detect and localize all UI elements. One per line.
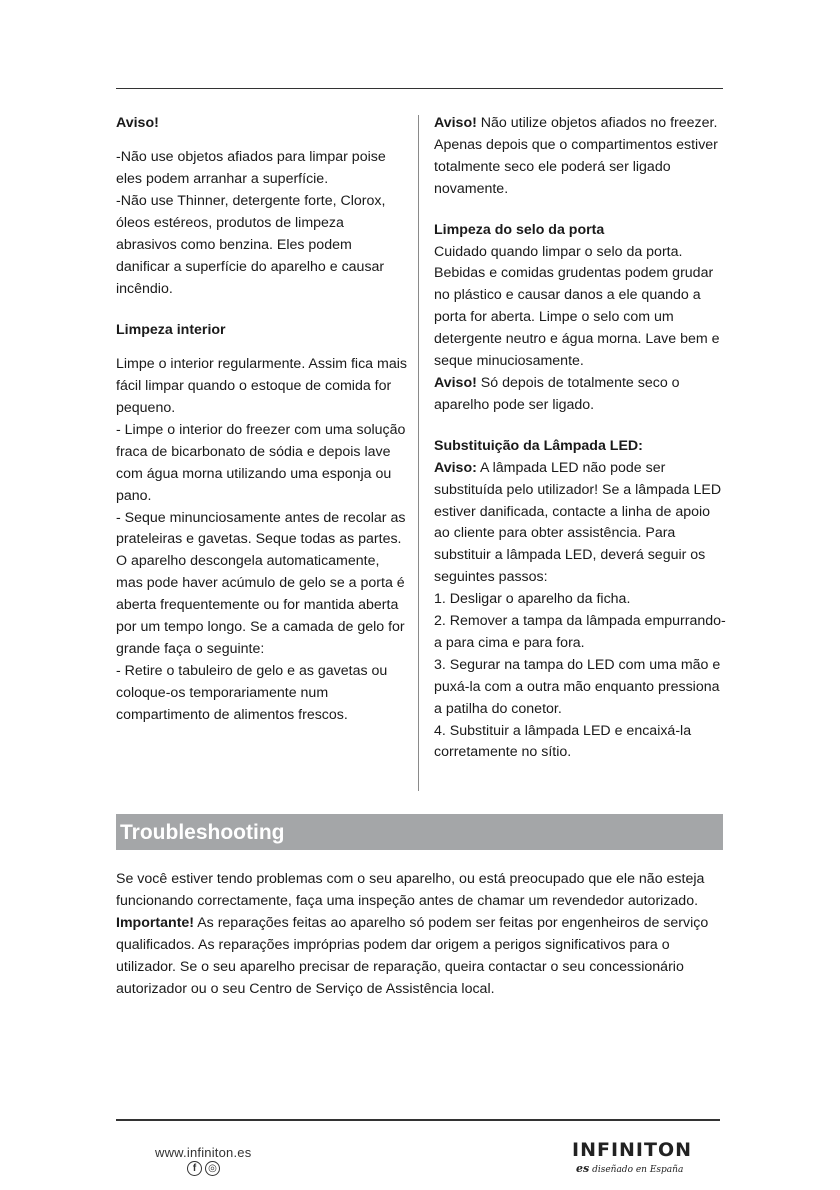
brand-logo: INFINITON bbox=[572, 1139, 693, 1161]
seal-aviso-label: Aviso! bbox=[434, 374, 477, 391]
led-aviso-text: A lâmpada LED não pode ser substituída pelo utilizador! Se a lâmpada LED estiver danificada, contacte a linha de apoio ao cliente para obter assistência. Para substituir a lâmpada LED, deverá seguir os seguintes passos: bbox=[434, 459, 722, 586]
interior-bullet-1: - Limpe o interior do freezer com uma solução fraca de bicarbonato de sódia e depois lave com água morna utilizando uma esponja ou pano. bbox=[116, 421, 406, 504]
interior-heading: Limpeza interior bbox=[116, 321, 226, 338]
aviso-line-2: -Não use Thinner, detergente forte, Clorox, óleos estéreos, produtos de limpeza abrasivos como benzina. Eles podem danificar a superfície do aparelho e causar incêndio. bbox=[116, 193, 386, 297]
seal-heading: Limpeza do selo da porta bbox=[434, 221, 605, 238]
right-aviso bbox=[434, 113, 726, 201]
led-step-3: 3. Segurar na tampa do LED com uma mão e puxá-la com a outra mão enquanto pressiona a patilha do conetor. bbox=[434, 656, 721, 717]
seal-aviso bbox=[434, 373, 726, 417]
led-step-4: 4. Substituir a lâmpada LED e encaixá-la corretamente no sítio. bbox=[434, 722, 692, 761]
led-heading: Substituição da Lâmpada LED: bbox=[434, 437, 643, 454]
seal-text: Cuidado quando limpar o selo da porta. Bebidas e comidas grudentas podem grudar no plástico e causar danos a ele quando a porta for aberta. Limpe o selo com um detergente neutro e água morna. Lave bem e seque minuciosamente. bbox=[434, 243, 720, 370]
troubleshooting-important bbox=[116, 913, 728, 1001]
troubleshooting-intro: Se você estiver tendo problemas com o seu aparelho, ou está preocupado que ele não esteja funcionando correctamente, faça uma inspeção antes de chamar um revendedor autorizado. bbox=[116, 871, 705, 909]
bottom-rule bbox=[116, 1119, 720, 1121]
tagline-es: es bbox=[576, 1162, 590, 1175]
defrost-text: O aparelho descongela automaticamente, mas pode haver acúmulo de gelo se a porta é aberta frequentemente ou for mantida aberta por um tempo longo. Se a camada de gelo for grande faça o seguinte: bbox=[116, 553, 405, 657]
led-aviso bbox=[434, 458, 726, 589]
footer-url[interactable]: www.infiniton.es bbox=[155, 1145, 252, 1160]
defrost-bullet: - Retire o tabuleiro de gelo e as gavetas ou coloque-os temporariamente num compartimento de alimentos frescos. bbox=[116, 662, 388, 723]
right-aviso-label: Aviso! bbox=[434, 115, 477, 131]
important-text: As reparações feitas ao aparelho só podem ser feitas por engenheiros de serviço qualificados. As reparações impróprias podem dar origem a perigos significativos para o utilizador. Se o seu aparelho precisar de reparação, queira contactar o seu concessionário autorizador ou o seu Centro de Serviço de Assistência local. bbox=[116, 914, 709, 997]
troubleshooting-title: Troubleshooting bbox=[116, 814, 723, 850]
led-aviso-label: Aviso: bbox=[434, 459, 477, 476]
left-column bbox=[116, 113, 408, 727]
brand-tagline bbox=[576, 1162, 683, 1175]
social-icons bbox=[187, 1161, 220, 1176]
right-aviso-text: Não utilize objetos afiados no freezer. Apenas depois que o compartimentos estiver totalmente seco ele poderá ser ligado novamente. bbox=[434, 115, 718, 197]
interior-intro: Limpe o interior regularmente. Assim fica mais fácil limpar quando o estoque de comida for pequeno. bbox=[116, 356, 407, 416]
led-step-2: 2. Remover a tampa da lâmpada empurrando-a para cima e para fora. bbox=[434, 613, 726, 651]
led-step-1: 1. Desligar o aparelho da ficha. bbox=[434, 591, 631, 608]
top-rule bbox=[116, 88, 723, 89]
aviso-line-1: -Não use objetos afiados para limpar poise eles podem arranhar a superfície. bbox=[116, 149, 386, 188]
tagline-rest: diseñado en España bbox=[589, 1165, 684, 1175]
important-label: Importante! bbox=[116, 914, 195, 931]
interior-bullet-2: - Seque minunciosamente antes de recolar as prateleiras e gavetas. Seque todas as partes. bbox=[116, 509, 406, 548]
seal-aviso-text: Só depois de totalmente seco o aparelho pode ser ligado. bbox=[434, 374, 680, 413]
facebook-icon[interactable]: f bbox=[187, 1161, 202, 1176]
right-column bbox=[434, 113, 726, 764]
instagram-icon[interactable]: ◎ bbox=[205, 1161, 220, 1176]
column-divider bbox=[418, 115, 419, 791]
aviso-heading: Aviso! bbox=[116, 115, 159, 131]
troubleshooting-body bbox=[116, 869, 728, 1000]
